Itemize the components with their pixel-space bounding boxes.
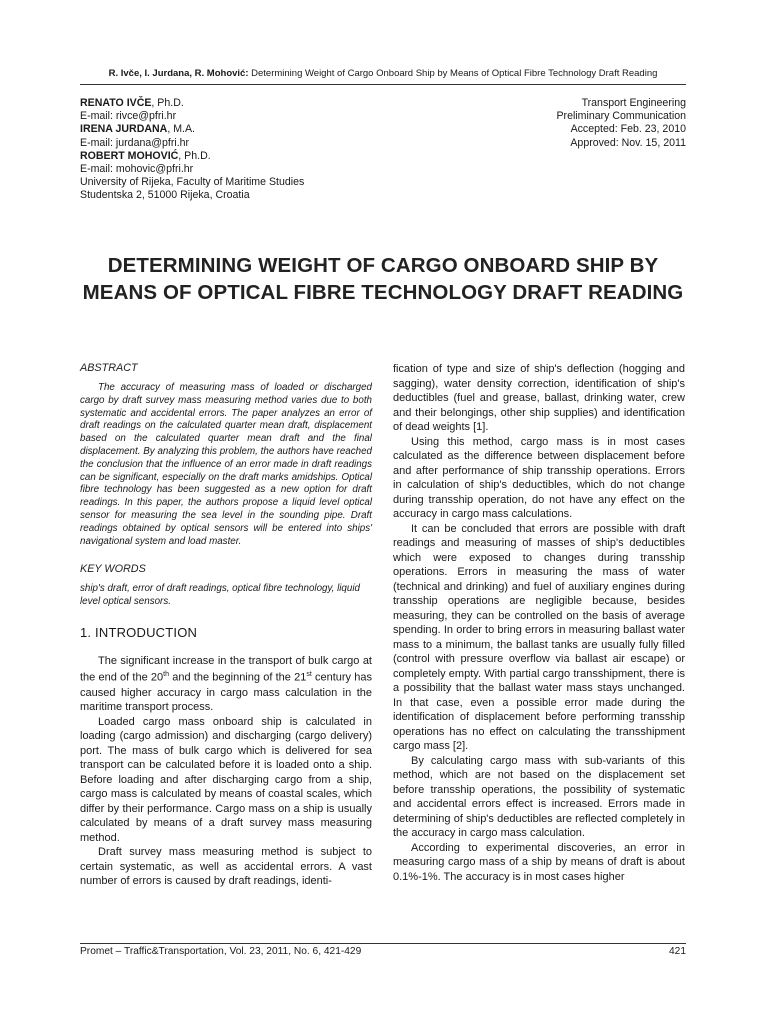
paragraph-text: and the beginning of the 21	[169, 672, 307, 685]
paragraph-text: The significant increase in the transport of bulk cargo at the end of the 20	[80, 654, 372, 685]
keywords-heading: KEY WORDS	[80, 563, 146, 576]
abstract-heading: ABSTRACT	[80, 362, 138, 374]
author-3	[80, 150, 400, 163]
left-column	[80, 362, 372, 889]
article-meta	[426, 97, 686, 150]
paper-title	[80, 252, 686, 306]
footer-rule	[80, 943, 686, 944]
author-name: ROBERT MOHOVIĆ	[80, 149, 179, 162]
paragraph-text: century has caused higher accuracy in cargo mass calculation in the maritime transport process.	[80, 672, 372, 714]
title-line: DETERMINING WEIGHT OF CARGO ONBOARD SHIP BY	[107, 254, 659, 277]
author-email: E-mail: mohovic@pfri.hr	[80, 163, 194, 176]
author-2	[80, 123, 400, 136]
author-degree: , Ph.D.	[178, 149, 211, 162]
superscript: st	[306, 671, 312, 679]
title-line: MEANS OF OPTICAL FIBRE TECHNOLOGY DRAFT READING	[82, 281, 684, 304]
approved-date: Approved: Nov. 15, 2011	[570, 136, 686, 149]
journal-citation: Promet – Traffic&Transportation, Vol. 23, 2011, No. 6, 421-429	[80, 946, 362, 957]
abstract-text: The accuracy of measuring mass of loaded or discharged cargo by draft survey mass measuring method varies due to both systematic and accidental errors. The paper analyzes an error of draft readings on the calculated quarter mean draft, displacement based on the calculated quarter mean draft and the final displacement. By analyzing this problem, the authors have reached the conclusion that the influence of an error made in draft readings can be significant, especially on the draft marks amidships. Optical fibre technology has been suggested as a new option for draft readings. In this paper, the authors propose a liquid level optical sensor for measuring the sea level in the sounding pipe. Draft readings obtained by optical sensors will be entered into ships' navigational system and load master.	[80, 382, 372, 547]
running-head	[80, 68, 686, 80]
page-number: 421	[669, 946, 686, 957]
running-head-title: Determining Weight of Cargo Onboard Ship by Means of Optical Fibre Technology Draft Reading	[251, 68, 658, 79]
author-degree: , M.A.	[167, 123, 195, 136]
author-degree: , Ph.D.	[151, 97, 184, 109]
right-column	[393, 362, 685, 884]
author-name: IRENA JURDANA	[80, 123, 168, 136]
accepted-date: Accepted: Feb. 23, 2010	[570, 123, 686, 136]
author-block	[80, 97, 400, 203]
section-heading-introduction: 1. INTRODUCTION	[80, 624, 198, 640]
keywords-text: ship's draft, error of draft readings, optical fibre technology, liquid level optical sensors.	[80, 583, 360, 608]
paragraph: It can be concluded that errors are possible with draft readings and measuring of masses of ship's deductibles which were exposed to changes during transship operations. Errors in measuring the mass of water (technical and drinking) and fuel of auxiliary engines during transship operations are negligible because, besides measuring, they can be controlled on the basis of average spending. In order to bring errors in measuring ballast water mass to a minimum, the ballast tanks are usually fully filled (control with pressure overflow via ballast air escape) or completely empty. With partial cargo transshipment, there is a possibility that the ballast water mass stays unchanged. In that case, even a possible error made during the identification of displacement before performing transship operations has no effect on calculating the transshipment cargo mass [2].	[393, 522, 685, 752]
article-field: Transport Engineering	[581, 97, 686, 109]
affiliation-line: University of Rijeka, Faculty of Maritime Studies	[80, 176, 305, 189]
affiliation-address: Studentska 2, 51000 Rijeka, Croatia	[80, 189, 250, 202]
paragraph: According to experimental discoveries, an error in measuring cargo mass of a ship by means of draft is about 0.1%-1%. The accuracy is in most cases higher	[393, 841, 685, 883]
header-rule	[80, 84, 686, 85]
author-name: RENATO IVČE	[80, 97, 152, 109]
article-type: Preliminary Communication	[556, 110, 686, 123]
paragraph: Loaded cargo mass onboard ship is calculated in loading (cargo admission) and discharging (cargo delivery) port. The mass of bulk cargo which is delivered for sea transport can be calculated before it is loaded onto a ship. Before loading and after discharging cargo from a ship, cargo mass is calculated by means of coastal scales, which differ by their performance. Cargo mass on a ship is usually calculated by means of a draft survey mass measuring method.	[80, 715, 372, 844]
paragraph: Draft survey mass measuring method is subject to certain systematic, as well as accidental errors. A vast number of errors is caused by draft readings, identi-	[80, 846, 372, 888]
running-head-authors: R. Ivče, I. Jurdana, R. Mohović:	[108, 68, 249, 79]
paragraph: By calculating cargo mass with sub-variants of this method, which are not based on the displacement set before transship operations, the possibility of systematic and accidental errors effect is increased. Errors made in determining of ship's deductibles are reflected completely in the accuracy in cargo mass calculation.	[393, 754, 685, 839]
superscript: th	[163, 671, 170, 679]
author-1	[80, 97, 400, 110]
author-email: E-mail: jurdana@pfri.hr	[80, 136, 190, 149]
paragraph: fication of type and size of ship's deflection (hogging and sagging), water density correction, identification of ship's deductibles (fuel and grease, ballast, drinking water, crew and their belongings, other ship supplies) and identification of dead weights [1].	[393, 363, 685, 433]
paragraph: Using this method, cargo mass is in most cases calculated as the difference between displacement before and after performance of ship transship operations. Errors in calculation of ship's deductibles, which do not change during transship operation, do not have any effect on the accuracy in cargo mass calculations.	[393, 435, 685, 520]
page-footer	[80, 945, 686, 959]
author-email: E-mail: rivce@pfri.hr	[80, 110, 177, 123]
paragraph	[80, 654, 372, 715]
